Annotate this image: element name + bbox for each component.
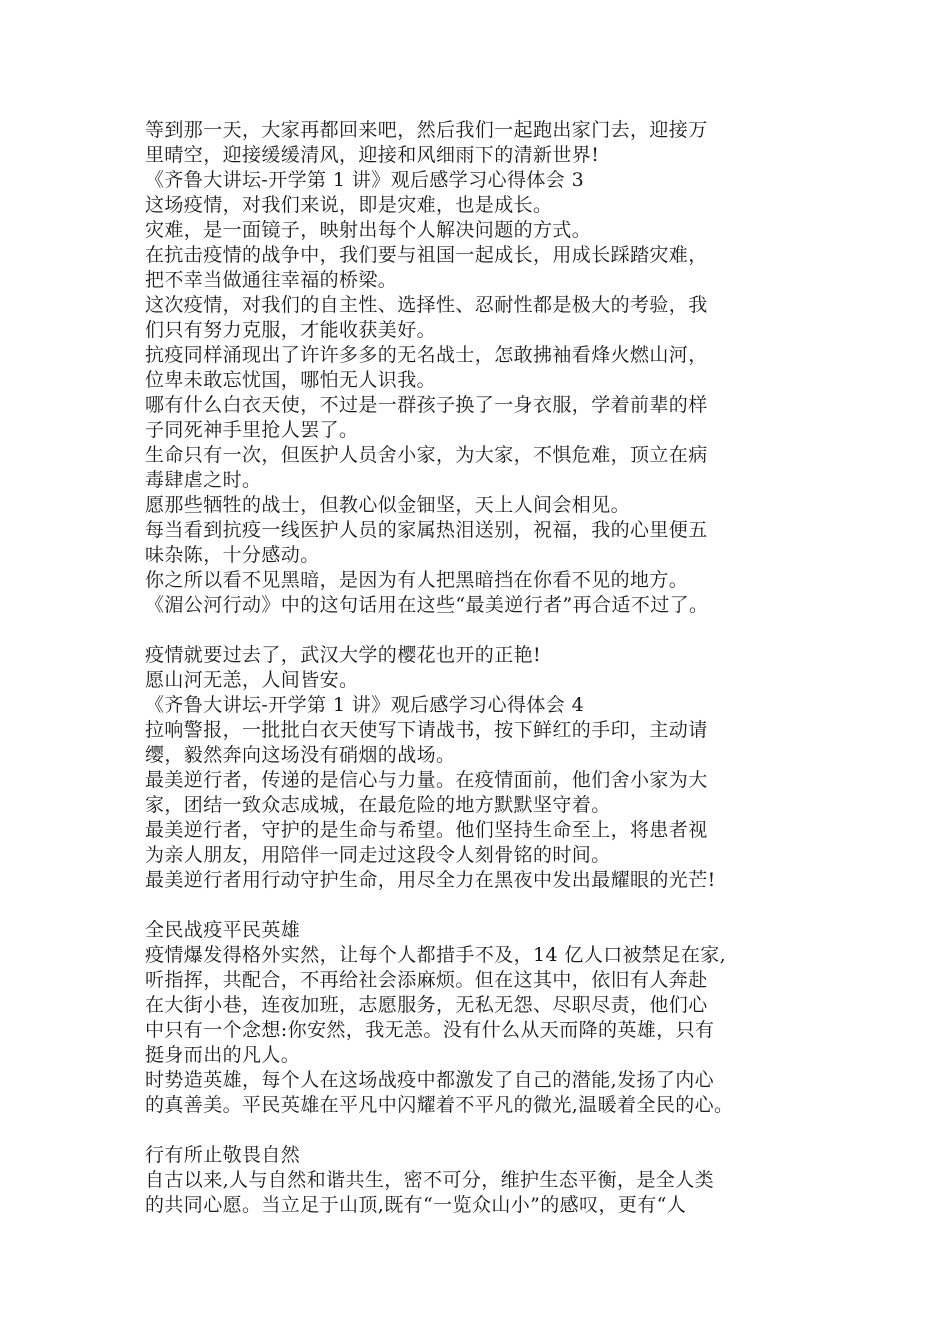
text-line: 为亲人朋友，用陪伴一同走过这段令人刻骨铭的时间。 bbox=[145, 844, 611, 866]
text-line: 这场疫情，对我们来说，即是灾难，也是成长。 bbox=[145, 194, 553, 216]
text-line: 哪有什么白衣天使，不过是一群孩子换了一身衣服，学着前辈的样 bbox=[145, 394, 708, 416]
text-line: 愿山河无恙，人间皆安。 bbox=[145, 669, 359, 691]
text-line: 自古以来,人与自然和谐共生，密不可分，维护生态平衡，是全人类 bbox=[145, 1169, 715, 1191]
text-line: 《齐鲁大讲坛-开学第 1 讲》观后感学习心得体会 4 bbox=[145, 694, 585, 716]
text-line: 等到那一天，大家再都回来吧，然后我们一起跑出家门去，迎接万 bbox=[145, 119, 708, 141]
text-line: 《湄公河行动》中的这句话用在这些“最美逆行者”再合适不过了。 bbox=[145, 594, 709, 616]
text-line: 子同死神手里抢人罢了。 bbox=[145, 419, 359, 441]
text-line: 《齐鲁大讲坛-开学第 1 讲》观后感学习心得体会 3 bbox=[145, 169, 585, 191]
text-line: 生命只有一次，但医护人员舍小家，为大家，不惧危难，顶立在病 bbox=[145, 444, 708, 466]
text-line: 在大街小巷，连夜加班，志愿服务，无私无怨、尽职尽责，他们心 bbox=[145, 994, 708, 1016]
text-line: 疫情爆发得格外实然，让每个人都措手不及，14 亿人口被禁足在家, bbox=[145, 944, 727, 966]
text-line: 的共同心愿。当立足于山顶,既有“一览众山小”的感叹，更有“人 bbox=[145, 1194, 687, 1216]
text-line: 中只有一个念想:你安然，我无恙。没有什么从天而降的英雄，只有 bbox=[145, 1019, 715, 1041]
text-line: 把不幸当做通往幸福的桥梁。 bbox=[145, 269, 398, 291]
text-line: 听指挥，共配合，不再给社会添麻烦。但在这其中，依旧有人奔赴 bbox=[145, 969, 708, 991]
text-line: 最美逆行者，传递的是信心与力量。在疫情面前，他们舍小家为大 bbox=[145, 769, 708, 791]
text-line: 缨，毅然奔向这场没有硝烟的战场。 bbox=[145, 744, 456, 766]
blank-line bbox=[145, 893, 810, 918]
text-line: 拉响警报，一批批白衣天使写下请战书，按下鲜红的手印，主动请 bbox=[145, 719, 708, 741]
text-line: 们只有努力克服，才能收获美好。 bbox=[145, 319, 437, 341]
text-line: 挺身而出的凡人。 bbox=[145, 1044, 301, 1066]
text-line: 愿那些牺牲的战士，但教心似金钿坚，天上人间会相见。 bbox=[145, 494, 631, 516]
blank-line bbox=[145, 618, 810, 643]
text-line: 灾难，是一面镜子，映射出每个人解决问题的方式。 bbox=[145, 219, 592, 241]
text-line: 你之所以看不见黑暗，是因为有人把黑暗挡在你看不见的地方。 bbox=[145, 569, 689, 591]
blank-line bbox=[145, 1118, 810, 1143]
text-line: 家，团结一致众志成城，在最危险的地方默默坚守着。 bbox=[145, 794, 611, 816]
text-line: 这次疫情，对我们的自主性、选择性、忍耐性都是极大的考验，我 bbox=[145, 294, 708, 316]
text-line: 疫情就要过去了，武汉大学的樱花也开的正艳! bbox=[145, 644, 542, 666]
text-line: 全民战疫平民英雄 bbox=[145, 919, 301, 941]
text-line: 位卑未敢忘忧国，哪怕无人识我。 bbox=[145, 369, 437, 391]
text-line: 味杂陈，十分感动。 bbox=[145, 544, 320, 566]
text-line: 里晴空，迎接缓缓清风，迎接和风细雨下的清新世界! bbox=[145, 144, 600, 166]
text-line: 时势造英雄，每个人在这场战疫中都激发了自己的潜能,发扬了内心 bbox=[145, 1069, 715, 1091]
document-body bbox=[145, 118, 810, 1218]
text-line: 抗疫同样涌现出了许许多多的无名战士，怎敢拂袖看烽火燃山河， bbox=[145, 344, 708, 366]
text-line: 的真善美。平民英雄在平凡中闪耀着不平凡的微光,温暖着全民的心。 bbox=[145, 1094, 734, 1116]
text-line: 每当看到抗疫一线医护人员的家属热泪送别，祝福，我的心里便五 bbox=[145, 519, 708, 541]
text-line: 行有所止敬畏自然 bbox=[145, 1144, 301, 1166]
text-line: 毒肆虐之时。 bbox=[145, 469, 262, 491]
text-line: 最美逆行者，守护的是生命与希望。他们坚持生命至上，将患者视 bbox=[145, 819, 708, 841]
text-line: 在抗击疫情的战争中，我们要与祖国一起成长，用成长踩踏灾难， bbox=[145, 244, 708, 266]
text-line: 最美逆行者用行动守护生命，用尽全力在黑夜中发出最耀眼的光芒! bbox=[145, 869, 716, 891]
